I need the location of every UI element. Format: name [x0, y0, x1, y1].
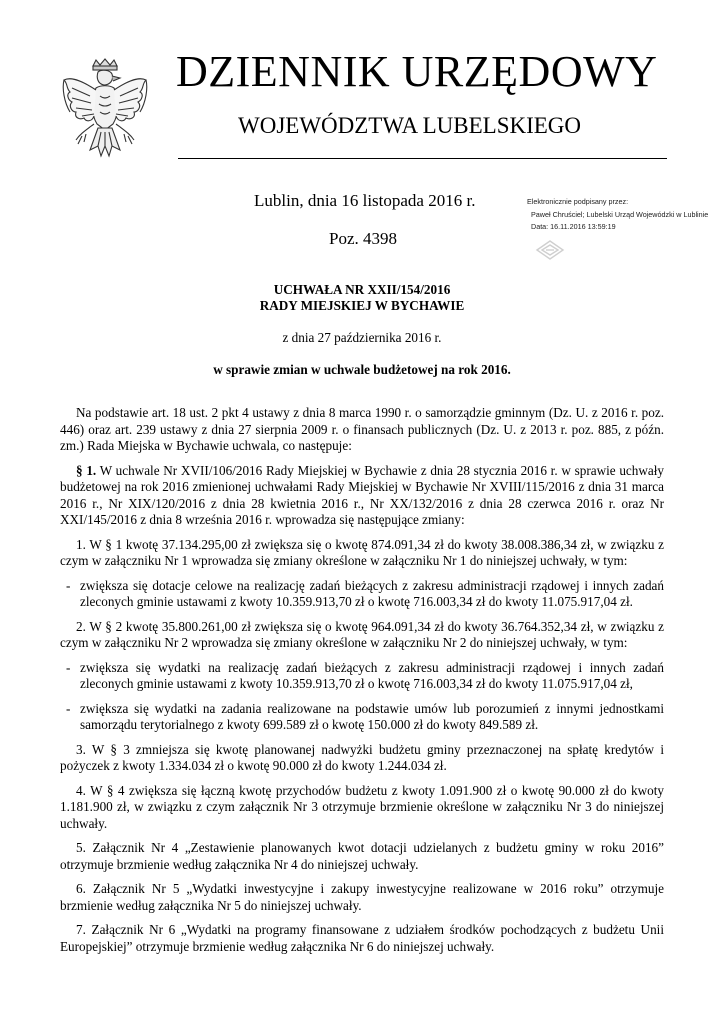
resolution-subject: w sprawie zmian w uchwale budżetowej na rok 2016. [213, 362, 511, 377]
journal-title: DZIENNIK URZĘDOWY [176, 47, 658, 96]
point-1: 1. W § 1 kwotę 37.134.295,00 zł zwiększa się o kwotę 874.091,34 zł do kwoty 38.008.386,34 zł, w związku z czym w załączniku Nr 1 wprowadza się zmiany określone w załączniku Nr 1 do niniejszej uchwały, w tym: [60, 536, 664, 568]
position-number: Poz. 4398 [329, 229, 397, 248]
point-3: 3. W § 3 zmniejsza się kwotę planowanej nadwyżki budżetu gminy przeznaczonej na spłatę kredytów i pożyczek z kwoty 1.334.034 zł o kwotę 90.000 zł do kwoty 1.244.034 zł. [60, 741, 664, 773]
resolution-number: UCHWAŁA NR XXII/154/2016 [273, 282, 451, 297]
dash-marker: - [66, 659, 71, 675]
electronic-signature [527, 196, 708, 234]
journal-subtitle: WOJEWÓDZTWA LUBELSKIEGO [238, 113, 582, 138]
point-2: 2. W § 2 kwotę 35.800.261,00 zł zwiększa się o kwotę 964.091,34 zł do kwoty 36.764.352,34 zł, w związku z czym w załączniku Nr 2 wprowadza się zmiany określone w załączniku Nr 2 do niniejszej uchwały, w tym: [60, 618, 664, 650]
point-2-item-2-text: zwiększa się wydatki na zadania realizowane na podstawie umów lub porozumień z innymi jednostkami samorządu terytorialnego z kwoty 699.589 zł o kwotę 150.000 zł do kwoty 849.589 zł. [80, 700, 664, 732]
point-2-item-2 [60, 701, 664, 734]
signature-line-2: Paweł Chruściel; Lubelski Urząd Wojewódzki w Lublinie [531, 209, 709, 219]
section-1-paragraph [60, 463, 664, 529]
signature-line-3: Data: 16.11.2016 13:59:19 [531, 222, 616, 231]
point-7: 7. Załącznik Nr 6 „Wydatki na programy finansowane z udziałem środków pochodzących z budżetu Unii Europejskiej” otrzymuje brzmienie według załącznika Nr 6 do niniejszej uchwały. [60, 922, 664, 954]
resolution-heading [60, 282, 664, 314]
resolution-date: z dnia 27 października 2016 r. [282, 330, 442, 345]
point-5: 5. Załącznik Nr 4 „Zestawienie planowanych kwot dotacji udzielanych z budżetu gminy w roku 2016” otrzymuje brzmienie według załącznika Nr 4 do niniejszej uchwały. [60, 840, 664, 872]
point-6: 6. Załącznik Nr 5 „Wydatki inwestycyjne i zakupy inwestycyjne realizowane w 2016 roku” otrzymuje brzmienie według załącznika Nr 5 do niniejszej uchwały. [60, 881, 664, 913]
signature-stamp-icon [533, 238, 567, 262]
signature-line-1: Elektronicznie podpisany przez: [527, 197, 629, 206]
point-1-item-1 [60, 578, 664, 611]
masthead-divider [178, 158, 667, 159]
point-4: 4. W § 4 zwiększa się łączną kwotę przychodów budżetu z kwoty 1.091.900 zł o kwotę 90.000 zł do kwoty 1.181.900 zł, w związku z czym załącznik Nr 3 otrzymuje brzmienie określone w załączniku Nr 3 do niniejszej uchwały. [60, 782, 664, 831]
dash-marker: - [66, 577, 71, 593]
section-1-text: W uchwale Nr XVII/106/2016 Rady Miejskiej w Bychawie z dnia 28 stycznia 2016 r. w sprawie uchwały budżetowej na rok 2016 zmienionej uchwałami Rady Miejskiej w Bychawie Nr XVIII/115/2016 z dnia 31 marca 2016 r., Nr XIX/120/2016 z dnia 28 kwietnia 2016 r., Nr XX/132/2016 z dnia 28 czerwca 2016 r. oraz Nr XXI/145/2016 z dnia 8 września 2016 r. wprowadza się następujące zmiany: [60, 462, 665, 527]
place-date: Lublin, dnia 16 listopada 2016 r. [254, 191, 476, 210]
section-1-label: § 1. [76, 462, 97, 478]
resolution-council: RADY MIEJSKIEJ W BYCHAWIE [259, 298, 465, 313]
resolution-body [60, 405, 664, 963]
intro-paragraph: Na podstawie art. 18 ust. 2 pkt 4 ustawy z dnia 8 marca 1990 r. o samorządzie gminnym (Dz. U. z 2016 r. poz. 446) oraz art. 239 ustawy z dnia 27 sierpnia 2009 r. o finansach publicznych (Dz. U. z 2013 r. poz. 885, z późn. zm.) Rada Miejska w Bychawie uchwala, co następuje: [60, 405, 664, 453]
point-2-item-1 [60, 660, 664, 693]
point-1-item-1-text: zwiększa się dotacje celowe na realizację zadań bieżących z zakresu administracji rządowej i innych zadań zleconych gminie ustawami z kwoty 10.359.913,70 zł o kwotę 716.003,34 zł do kwoty 11.075.917,04 zł. [80, 577, 664, 609]
point-2-item-1-text: zwiększa się wydatki na realizację zadań bieżących z zakresu administracji rządowej i innych zadań zleconych gminie ustawami z kwoty 10.359.913,70 zł o kwotę 716.003,34 zł do kwoty 11.075.917,04 zł, [80, 659, 664, 691]
dash-marker: - [66, 700, 71, 716]
eagle-emblem-icon [60, 58, 150, 170]
